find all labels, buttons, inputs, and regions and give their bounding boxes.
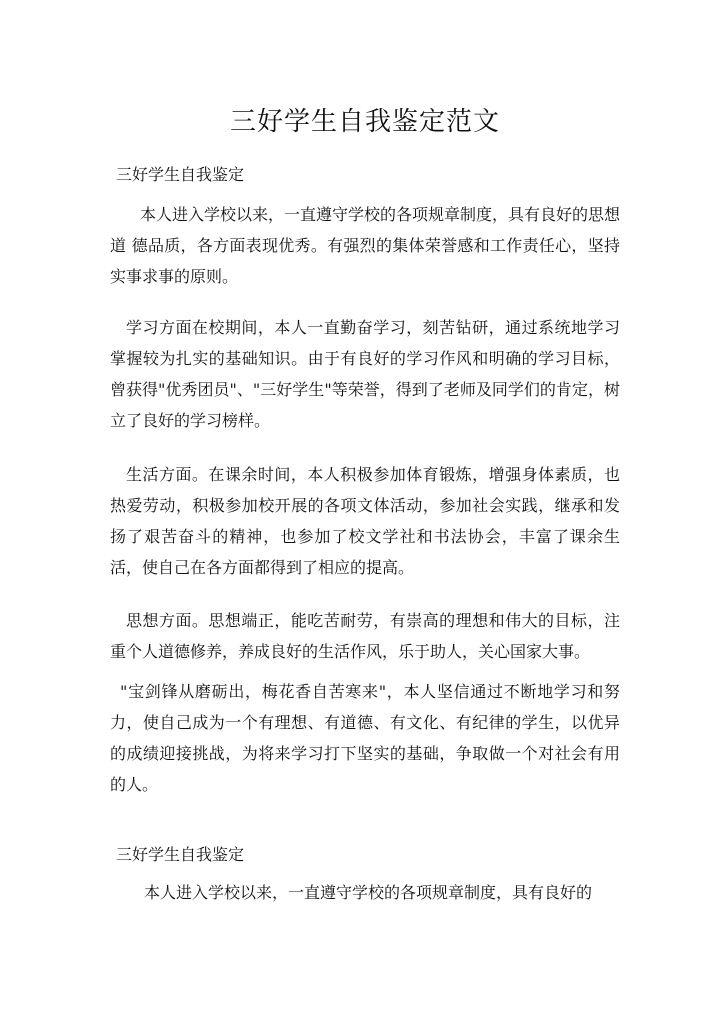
document-title: 三好学生自我鉴定范文 <box>229 107 500 137</box>
paragraph-thought: 思想方面。思想端正，能吃苦耐劳，有崇高的理想和伟大的目标，注重个人道德修养，养成良好的生活作风，乐于助人，关心国家大事。 <box>110 611 620 661</box>
paragraph-intro: 本人进入学校以来，一直遵守学校的各项规章制度，具有良好的思想道 德品质，各方面表现优秀。有强烈的集体荣誉感和工作责任心，坚持实事求事的原则。 <box>110 205 621 286</box>
paragraph-study: 学习方面在校期间，本人一直勤奋学习，刻苦钻研，通过系统地学习掌握较为扎实的基础知识。由于有良好的学习作风和明确的学习目标，曾获得"优秀团员"、"三好学生"等荣誉，得到了老师及同学们的肯定，树立了良好的学习榜样。 <box>110 318 620 430</box>
paragraph-conclusion: "宝剑锋从磨砺出，梅花香自苦寒来"，本人坚信通过不断地学习和努力，使自己成为一个有理想、有道德、有文化、有纪律的学生，以优异的成绩迎接挑战，为将来学习打下坚实的基础，争取做一个对社会有用的人。 <box>110 682 620 794</box>
paragraph-trailing: 本人进入学校以来，一直遵守学校的各项规章制度，具有良好的 <box>144 883 593 902</box>
paragraph-life: 生活方面。在课余时间，本人积极参加体育锻炼，增强身体素质，也热爱劳动，积极参加校开展的各项文体活动，参加社会实践，继承和发扬了艰苦奋斗的精神，也参加了校文学社和书法协会，丰富了课余生活，使自己在各方面都得到了相应的提高。 <box>110 465 620 577</box>
section-heading: 三好学生自我鉴定 <box>116 165 245 184</box>
section-heading-repeat: 三好学生自我鉴定 <box>116 845 245 864</box>
